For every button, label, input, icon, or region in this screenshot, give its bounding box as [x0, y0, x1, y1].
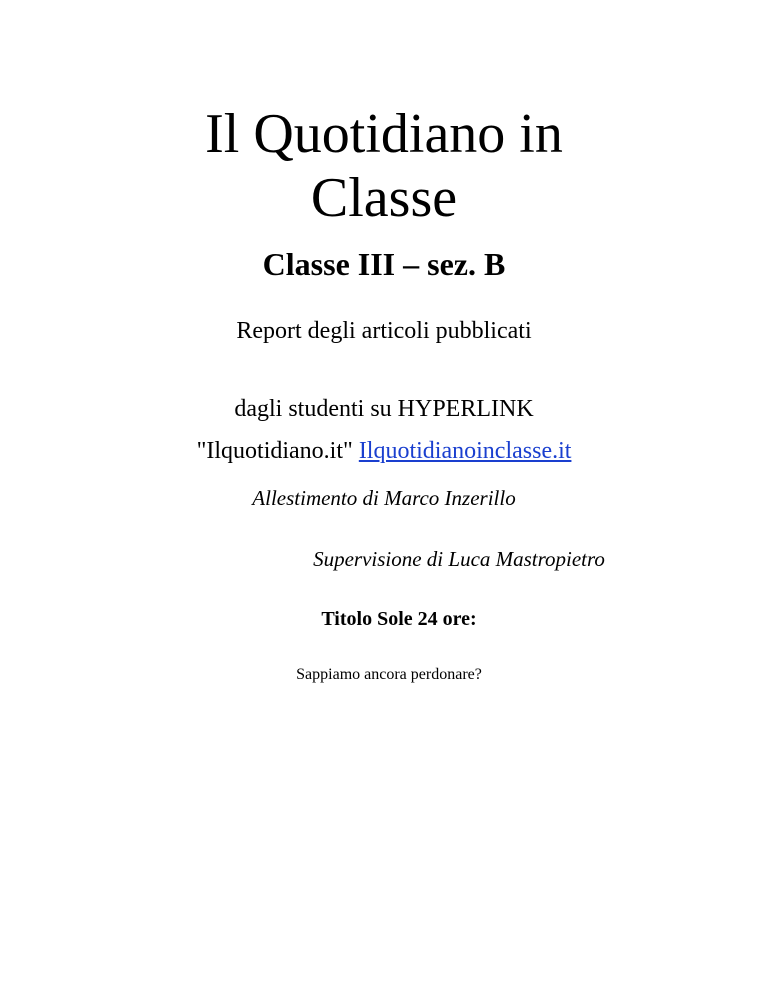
sole-24-ore-title-label: Titolo Sole 24 ore:	[321, 608, 477, 630]
hyperlink-line	[0, 436, 768, 466]
article-title: Sappiamo ancora perdonare?	[296, 666, 482, 683]
quotidiano-link[interactable]: Ilquotidianoinclasse.it	[358, 438, 572, 464]
students-line: dagli studenti su HYPERLINK	[234, 396, 534, 422]
hyperlink-field-code: "Ilquotidiano.it"	[196, 438, 359, 464]
report-description: Report degli articoli pubblicati	[236, 318, 532, 344]
document-title-line-2: Classe	[310, 167, 458, 229]
supervision-credit: Supervisione di Luca Mastropietro	[313, 547, 605, 571]
document-title-line-1: Il Quotidiano in	[205, 103, 563, 165]
class-section-subtitle: Classe III – sez. B	[262, 246, 506, 282]
staging-credit: Allestimento di Marco Inzerillo	[252, 486, 516, 510]
